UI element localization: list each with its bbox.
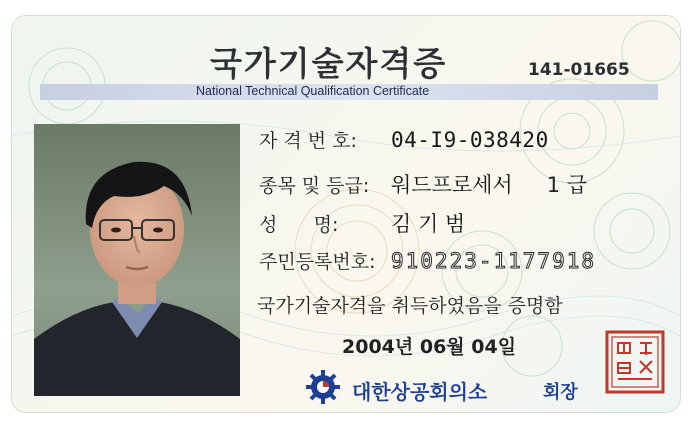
name-label: 성 명: bbox=[259, 214, 339, 236]
certificate-number-label: 자 격 번 호: bbox=[259, 130, 357, 152]
type-value: 워드프로세서 bbox=[391, 173, 513, 197]
official-seal-icon bbox=[604, 329, 666, 395]
field-resident-id bbox=[259, 247, 596, 274]
certificate-title: 국가기술자격증 bbox=[210, 44, 448, 83]
type-grade-label: 종목 및 등급: bbox=[259, 175, 370, 197]
field-certificate-number bbox=[259, 126, 549, 153]
holder-photo bbox=[34, 124, 240, 396]
certificate-serial-number: 141-01665 bbox=[528, 60, 630, 80]
certificate-subtitle: National Technical Qualification Certificate bbox=[196, 84, 430, 98]
issuer-name: 대한상공회의소 bbox=[352, 380, 488, 404]
certificate-card bbox=[12, 16, 680, 412]
name-value: 김 기 범 bbox=[391, 212, 466, 236]
certificate-number-value: 04-I9-038420 bbox=[391, 128, 549, 152]
issuer-role: 회장 bbox=[543, 382, 578, 403]
field-type-grade bbox=[259, 169, 587, 199]
resident-id-label: 주민등록번호: bbox=[259, 251, 376, 273]
issue-date: 2004년 06월 04일 bbox=[342, 336, 517, 358]
resident-id-value: 910223-1177918 bbox=[391, 249, 597, 273]
certification-statement: 국가기술자격을 취득하였음을 증명함 bbox=[257, 295, 563, 317]
grade-value: 1 급 bbox=[546, 173, 588, 197]
chamber-logo-icon bbox=[304, 368, 342, 406]
field-name bbox=[259, 208, 465, 238]
